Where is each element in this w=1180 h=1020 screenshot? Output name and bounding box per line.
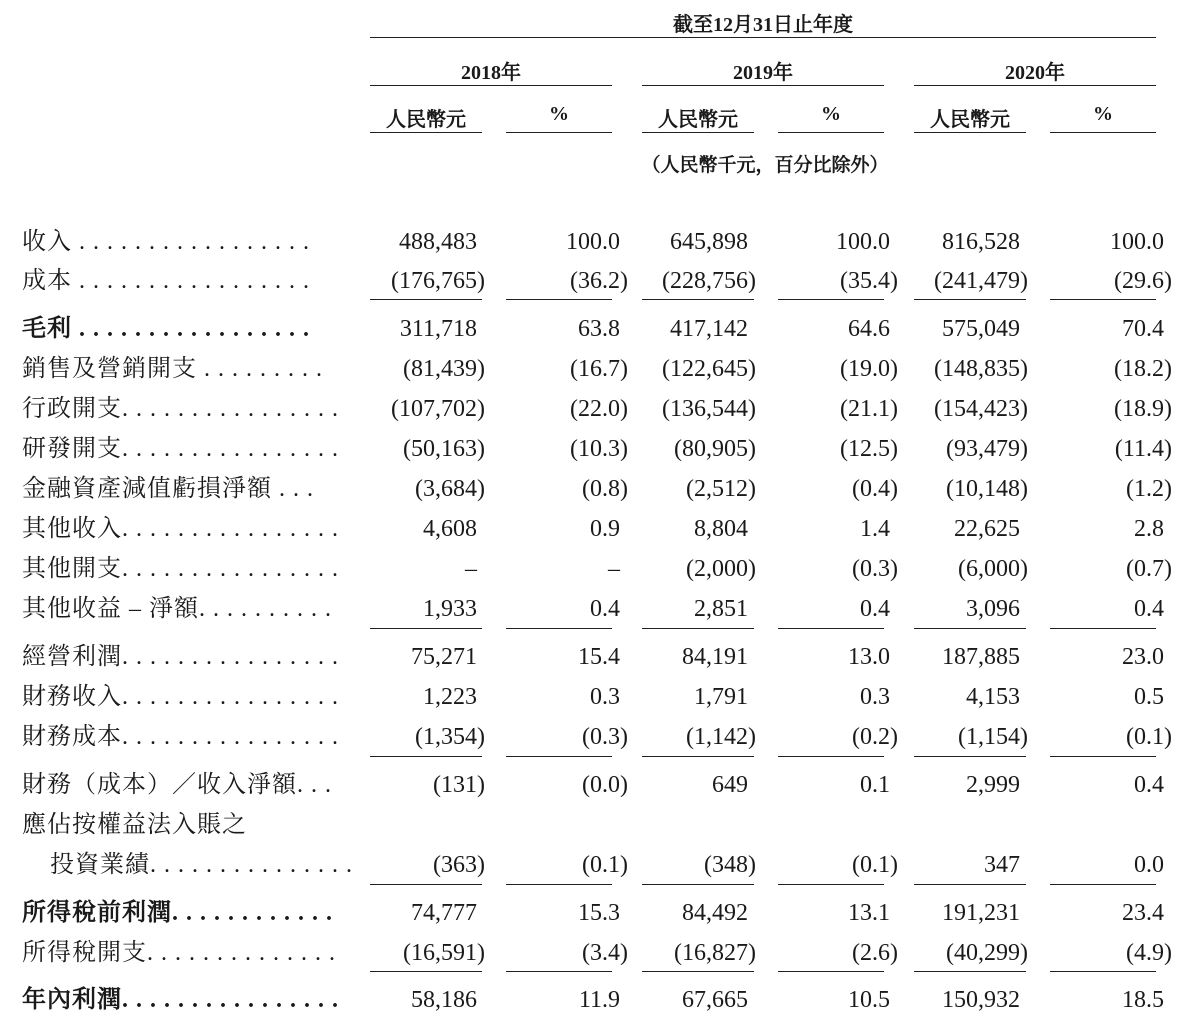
cell-2019-pct: 1.4: [860, 516, 890, 542]
pct-col-header-2018: %: [549, 103, 569, 125]
cell-2020-rmb: (154,423): [934, 396, 1028, 422]
cell-2020-rmb: 3,096: [966, 596, 1020, 622]
row-label: 毛利 . . . . . . . . . . . . . . . . .: [22, 316, 310, 342]
subtotal-rule: [778, 628, 884, 629]
cell-2018-pct: 63.8: [578, 316, 620, 342]
subtotal-rule: [914, 884, 1026, 885]
cell-2018-pct: (0.3): [582, 724, 628, 750]
cell-2018-pct: 0.9: [590, 516, 620, 542]
rmb-col-header-2018: 人民幣元: [386, 109, 466, 131]
year-2020-heading: 2020年: [1005, 62, 1065, 84]
cell-2020-pct: (0.1): [1126, 724, 1172, 750]
cell-2018-rmb: (107,702): [391, 396, 485, 422]
subtotal-rule: [914, 628, 1026, 629]
row-label: 收入 . . . . . . . . . . . . . . . . .: [22, 229, 310, 255]
period-heading: 截至12月31日止年度: [673, 14, 853, 36]
subtotal-rule: [1050, 884, 1156, 885]
cell-2020-pct: (1.2): [1126, 476, 1172, 502]
cell-2020-rmb: (148,835): [934, 356, 1028, 382]
cell-2018-rmb: (363): [433, 852, 485, 878]
cell-2018-pct: (0.1): [582, 852, 628, 878]
cell-2020-pct: 0.4: [1134, 596, 1164, 622]
row-label: 成本 . . . . . . . . . . . . . . . . .: [22, 268, 310, 294]
cell-2020-pct: 23.4: [1122, 900, 1164, 926]
cell-2019-pct: 13.1: [848, 900, 890, 926]
row-label: 行政開支. . . . . . . . . . . . . . . .: [22, 396, 339, 422]
cell-2018-rmb: 1,223: [423, 684, 477, 710]
cell-2020-pct: (29.6): [1114, 268, 1172, 294]
cell-2018-rmb: 74,777: [411, 900, 477, 926]
cell-2020-pct: (18.9): [1114, 396, 1172, 422]
cell-2020-rmb: (6,000): [958, 556, 1028, 582]
table-row-impairment: [0, 471, 1180, 507]
cell-2019-rmb: (2,512): [686, 476, 756, 502]
subtotal-rule: [506, 884, 612, 885]
cell-2019-rmb: (348): [704, 852, 756, 878]
subtotal-rule: [642, 884, 754, 885]
cell-2019-rmb: (1,142): [686, 724, 756, 750]
row-label: 財務收入. . . . . . . . . . . . . . . .: [22, 684, 339, 710]
cell-2019-pct: 13.0: [848, 644, 890, 670]
col-rule: [506, 132, 612, 133]
cell-2018-rmb: 311,718: [399, 316, 477, 342]
row-label: 財務成本. . . . . . . . . . . . . . . .: [22, 724, 339, 750]
year-2019-heading: 2019年: [733, 62, 793, 84]
subtotal-rule: [1050, 971, 1156, 972]
cell-2019-rmb: (228,756): [662, 268, 756, 294]
cell-2019-rmb: 84,191: [682, 644, 748, 670]
cell-2018-pct: –: [608, 556, 620, 582]
table-row-net-finance: [0, 767, 1180, 803]
cell-2020-rmb: (40,299): [946, 940, 1028, 966]
row-label: 所得稅前利潤. . . . . . . . . . . .: [22, 900, 333, 926]
cell-2019-rmb: (122,645): [662, 356, 756, 382]
cell-2019-rmb: (80,905): [674, 436, 756, 462]
cell-2018-rmb: 4,608: [423, 516, 477, 542]
cell-2019-pct: (2.6): [852, 940, 898, 966]
cell-2019-pct: 64.6: [848, 316, 890, 342]
table-row-equity-method-heading: [0, 807, 1180, 843]
cell-2018-rmb: (81,439): [403, 356, 485, 382]
cell-2020-pct: (4.9): [1126, 940, 1172, 966]
cell-2019-pct: (21.1): [840, 396, 898, 422]
cell-2019-pct: (12.5): [840, 436, 898, 462]
subtotal-rule: [1050, 628, 1156, 629]
col-rule: [778, 132, 884, 133]
cell-2019-pct: 0.4: [860, 596, 890, 622]
row-label: 年內利潤. . . . . . . . . . . . . . . .: [22, 987, 339, 1013]
row-label: 金融資產減值虧損淨額 . . .: [22, 476, 314, 502]
cell-2020-rmb: (10,148): [946, 476, 1028, 502]
cell-2020-rmb: 2,999: [966, 772, 1020, 798]
cell-2020-rmb: (1,154): [958, 724, 1028, 750]
pct-col-header-2019: %: [821, 103, 841, 125]
year-2020-rule: [914, 85, 1156, 86]
subtotal-rule: [506, 299, 612, 300]
subtotal-rule: [914, 299, 1026, 300]
cell-2018-rmb: 58,186: [411, 987, 477, 1013]
cell-2019-pct: 0.3: [860, 684, 890, 710]
cell-2019-pct: (35.4): [840, 268, 898, 294]
cell-2018-rmb: (16,591): [403, 940, 485, 966]
col-rule: [914, 132, 1026, 133]
cell-2019-rmb: (16,827): [674, 940, 756, 966]
table-row-revenue: [0, 224, 1180, 260]
col-rule: [642, 132, 754, 133]
table-row-selling-expenses: [0, 351, 1180, 387]
cell-2018-rmb: 488,483: [399, 229, 477, 255]
subtotal-rule: [642, 756, 754, 757]
cell-2018-rmb: 75,271: [411, 644, 477, 670]
cell-2020-pct: 0.4: [1134, 772, 1164, 798]
table-row-rd-expenses: [0, 431, 1180, 467]
row-label: 投資業績. . . . . . . . . . . . . . .: [50, 852, 353, 878]
cell-2018-pct: (3.4): [582, 940, 628, 966]
cell-2019-rmb: 649: [712, 772, 748, 798]
subtotal-rule: [642, 299, 754, 300]
cell-2018-pct: 15.4: [578, 644, 620, 670]
cell-2018-pct: 0.3: [590, 684, 620, 710]
cell-2019-pct: 10.5: [848, 987, 890, 1013]
cell-2018-rmb: (50,163): [403, 436, 485, 462]
cell-2019-rmb: 645,898: [670, 229, 748, 255]
cell-2020-pct: (11.4): [1114, 436, 1172, 462]
row-label: 其他收益 – 淨額. . . . . . . . . .: [22, 596, 332, 622]
table-row-income-tax: [0, 935, 1180, 971]
table-row-finance-income: [0, 679, 1180, 715]
cell-2020-rmb: 187,885: [942, 644, 1020, 670]
cell-2018-pct: (10.3): [570, 436, 628, 462]
cell-2018-pct: 15.3: [578, 900, 620, 926]
table-row-cost: [0, 263, 1180, 299]
cell-2018-rmb: (1,354): [415, 724, 485, 750]
subtotal-rule: [506, 971, 612, 972]
cell-2018-pct: 11.9: [578, 987, 620, 1013]
cell-2018-pct: (16.7): [570, 356, 628, 382]
subtotal-rule: [778, 884, 884, 885]
row-label: 經營利潤. . . . . . . . . . . . . . . .: [22, 644, 339, 670]
subtotal-rule: [1050, 756, 1156, 757]
cell-2020-pct: (18.2): [1114, 356, 1172, 382]
cell-2018-rmb: –: [465, 556, 477, 582]
subtotal-rule: [370, 756, 482, 757]
cell-2019-pct: (19.0): [840, 356, 898, 382]
col-rule: [1050, 132, 1156, 133]
pct-col-header-2020: %: [1093, 103, 1113, 125]
row-label: 其他收入. . . . . . . . . . . . . . . .: [22, 516, 339, 542]
cell-2019-pct: (0.2): [852, 724, 898, 750]
cell-2018-pct: (0.8): [582, 476, 628, 502]
cell-2020-rmb: 150,932: [942, 987, 1020, 1013]
table-row-other-gains: [0, 591, 1180, 627]
cell-2018-rmb: (176,765): [391, 268, 485, 294]
table-row-investment-results: [0, 847, 1180, 883]
year-2018-rule: [370, 85, 612, 86]
subtotal-rule: [778, 971, 884, 972]
cell-2020-rmb: 347: [984, 852, 1020, 878]
subtotal-rule: [370, 628, 482, 629]
table-row-finance-cost: [0, 719, 1180, 755]
cell-2019-rmb: (2,000): [686, 556, 756, 582]
table-row-gross-profit: [0, 311, 1180, 347]
cell-2019-pct: 0.1: [860, 772, 890, 798]
subtotal-rule: [642, 628, 754, 629]
cell-2020-rmb: 575,049: [942, 316, 1020, 342]
subtotal-rule: [506, 628, 612, 629]
cell-2020-rmb: 191,231: [942, 900, 1020, 926]
cell-2019-rmb: 2,851: [694, 596, 748, 622]
cell-2019-rmb: 417,142: [670, 316, 748, 342]
cell-2019-pct: (0.1): [852, 852, 898, 878]
subtotal-rule: [642, 971, 754, 972]
row-label: 財務（成本）／收入淨額. . .: [22, 772, 332, 798]
cell-2018-rmb: (3,684): [415, 476, 485, 502]
table-row-profit-before-tax: [0, 895, 1180, 931]
cell-2018-rmb: (131): [433, 772, 485, 798]
cell-2018-rmb: 1,933: [423, 596, 477, 622]
cell-2018-pct: 100.0: [566, 229, 620, 255]
cell-2019-rmb: 67,665: [682, 987, 748, 1013]
subtotal-rule: [778, 299, 884, 300]
cell-2019-rmb: 84,492: [682, 900, 748, 926]
rmb-col-header-2020: 人民幣元: [930, 109, 1010, 131]
cell-2020-pct: 23.0: [1122, 644, 1164, 670]
cell-2019-pct: (0.4): [852, 476, 898, 502]
col-rule: [370, 132, 482, 133]
cell-2020-rmb: 22,625: [954, 516, 1020, 542]
cell-2020-pct: 2.8: [1134, 516, 1164, 542]
row-label: 應佔按權益法入賬之: [22, 812, 247, 838]
subtotal-rule: [370, 884, 482, 885]
subtotal-rule: [370, 971, 482, 972]
period-rule: [370, 37, 1156, 38]
cell-2018-pct: 0.4: [590, 596, 620, 622]
table-row-other-income: [0, 511, 1180, 547]
table-row-operating-profit: [0, 639, 1180, 675]
cell-2018-pct: (36.2): [570, 268, 628, 294]
cell-2020-pct: 0.0: [1134, 852, 1164, 878]
cell-2020-pct: 70.4: [1122, 316, 1164, 342]
cell-2020-pct: (0.7): [1126, 556, 1172, 582]
subtotal-rule: [506, 756, 612, 757]
cell-2020-pct: 100.0: [1110, 229, 1164, 255]
subtotal-rule: [1050, 299, 1156, 300]
row-label: 研發開支. . . . . . . . . . . . . . . .: [22, 436, 339, 462]
cell-2020-rmb: (241,479): [934, 268, 1028, 294]
table-row-profit-for-year: [0, 982, 1180, 1018]
subtotal-rule: [914, 971, 1026, 972]
cell-2019-pct: 100.0: [836, 229, 890, 255]
row-label: 銷售及營銷開支 . . . . . . . . .: [22, 356, 323, 382]
subtotal-rule: [370, 299, 482, 300]
table-row-other-expenses: [0, 551, 1180, 587]
subtotal-rule: [778, 756, 884, 757]
cell-2019-pct: (0.3): [852, 556, 898, 582]
table-row-admin-expenses: [0, 391, 1180, 427]
year-2019-rule: [642, 85, 884, 86]
cell-2020-rmb: 4,153: [966, 684, 1020, 710]
cell-2020-rmb: 816,528: [942, 229, 1020, 255]
rmb-col-header-2019: 人民幣元: [658, 109, 738, 131]
cell-2019-rmb: 1,791: [694, 684, 748, 710]
subtotal-rule: [914, 756, 1026, 757]
cell-2019-rmb: 8,804: [694, 516, 748, 542]
cell-2020-rmb: (93,479): [946, 436, 1028, 462]
cell-2020-pct: 0.5: [1134, 684, 1164, 710]
row-label: 所得稅開支. . . . . . . . . . . . . .: [22, 940, 336, 966]
cell-2018-pct: (22.0): [570, 396, 628, 422]
year-2018-heading: 2018年: [461, 62, 521, 84]
cell-2019-rmb: (136,544): [662, 396, 756, 422]
row-label: 其他開支. . . . . . . . . . . . . . . .: [22, 556, 339, 582]
unit-note: （人民幣千元，百分比除外）: [641, 155, 889, 176]
cell-2020-pct: 18.5: [1122, 987, 1164, 1013]
cell-2018-pct: (0.0): [582, 772, 628, 798]
